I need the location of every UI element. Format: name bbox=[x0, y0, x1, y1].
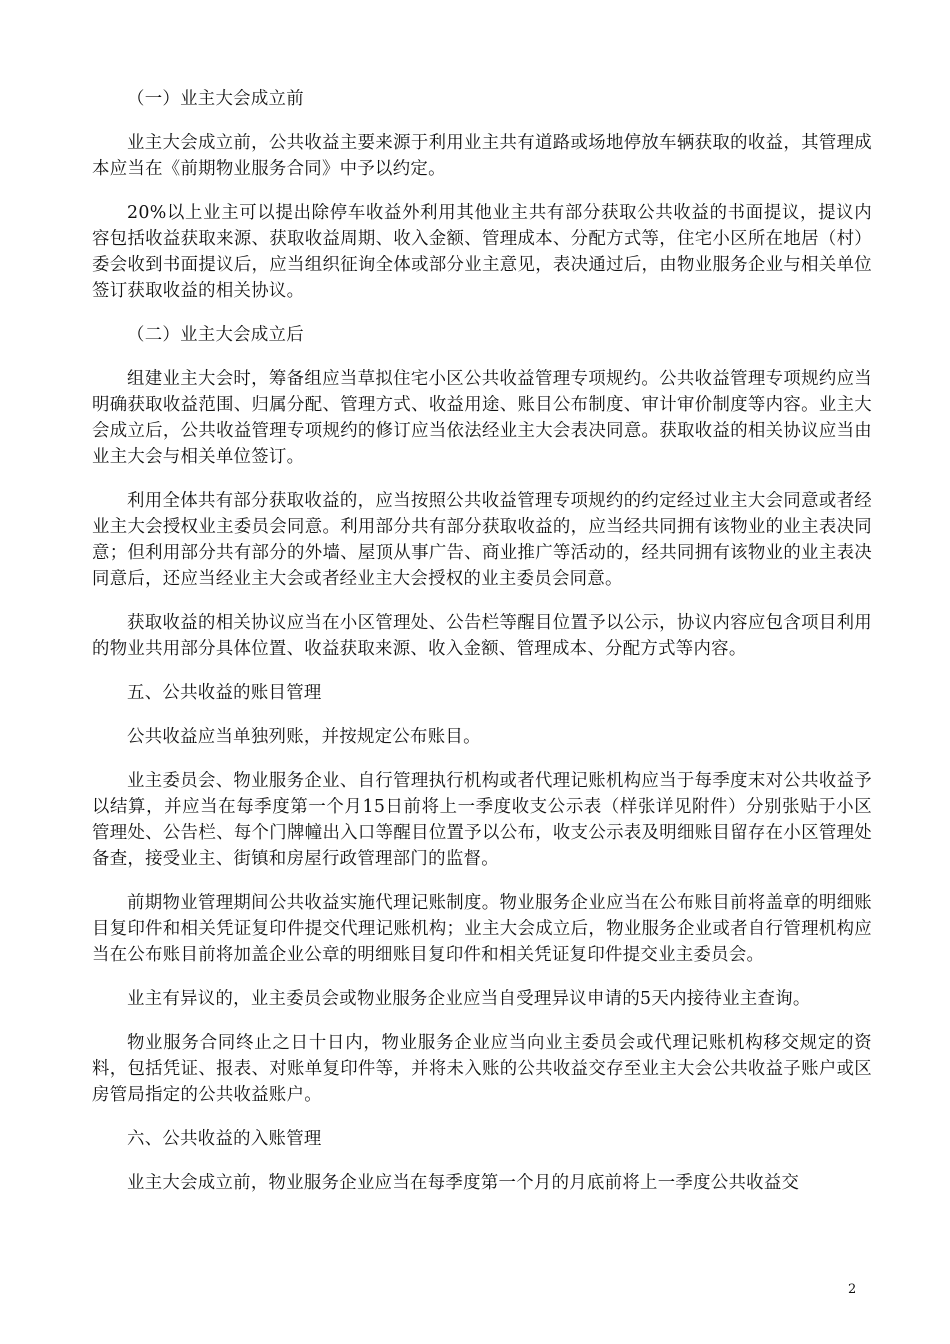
document-body bbox=[92, 86, 872, 1196]
paragraph: 业主大会成立前，物业服务企业应当在每季度第一个月的月底前将上一季度公共收益交 bbox=[127, 1173, 800, 1193]
section-heading-accounts-management: 五、公共收益的账目管理 bbox=[127, 683, 322, 703]
paragraph: 组建业主大会时，筹备组应当草拟住宅小区公共收益管理专项规约。公共收益管理专项规约应当明确获取收益范围、归属分配、管理方式、收益用途、账目公布制度、审计审价制度等内容。业主大会成立后，公共收益管理专项规约的修订应当依法经业主大会表决同意。获取收益的相关协议应当由业主大会与相关单位签订。 bbox=[92, 369, 872, 467]
section-heading-entry-management: 六、公共收益的入账管理 bbox=[127, 1129, 322, 1149]
section-heading-before-owners-assembly: （一）业主大会成立前 bbox=[127, 89, 304, 109]
paragraph: 公共收益应当单独列账，并按规定公布账目。 bbox=[127, 727, 481, 747]
paragraph: 物业服务合同终止之日十日内，物业服务企业应当向业主委员会或代理记账机构移交规定的资料，包括凭证、报表、对账单复印件等，并将未入账的公共收益交存至业主大会公共收益子账户或区房管局指定的公共收益账户。 bbox=[92, 1033, 872, 1105]
paragraph: 业主委员会、物业服务企业、自行管理执行机构或者代理记账机构应当于每季度末对公共收益予以结算，并应当在每季度第一个月15日前将上一季度收支公示表（样张详见附件）分别张贴于小区管理处、公告栏、每个门牌幢出入口等醒目位置予以公布，收支公示表及明细账目留存在小区管理处备查，接受业主、街镇和房屋行政管理部门的监督。 bbox=[92, 771, 872, 869]
paragraph: 前期物业管理期间公共收益实施代理记账制度。物业服务企业应当在公布账目前将盖章的明细账目复印件和相关凭证复印件提交代理记账机构；业主大会成立后，物业服务企业或者自行管理机构应当在公布账目前将加盖企业公章的明细账目复印件和相关凭证复印件提交业主委员会。 bbox=[92, 893, 872, 965]
paragraph: 业主大会成立前，公共收益主要来源于利用业主共有道路或场地停放车辆获取的收益，其管理成本应当在《前期物业服务合同》中予以约定。 bbox=[92, 133, 872, 179]
paragraph: 20%以上业主可以提出除停车收益外利用其他业主共有部分获取公共收益的书面提议，提议内容包括收益获取来源、获取收益周期、收入金额、管理成本、分配方式等，住宅小区所在地居（村）委会收到书面提议后，应当组织征询全体或部分业主意见，表决通过后，由物业服务企业与相关单位签订获取收益的相关协议。 bbox=[92, 203, 872, 301]
page-number: 2 bbox=[848, 1282, 857, 1297]
section-heading-after-owners-assembly: （二）业主大会成立后 bbox=[127, 325, 304, 345]
paragraph: 业主有异议的，业主委员会或物业服务企业应当自受理异议申请的5天内接待业主查询。 bbox=[127, 989, 811, 1009]
paragraph: 利用全体共有部分获取收益的，应当按照公共收益管理专项规约的约定经过业主大会同意或者经业主大会授权业主委员会同意。利用部分共有部分获取收益的，应当经共同拥有该物业的业主表决同意；但利用部分共有部分的外墙、屋顶从事广告、商业推广等活动的，经共同拥有该物业的业主表决同意后，还应当经业主大会或者经业主大会授权的业主委员会同意。 bbox=[92, 491, 872, 589]
paragraph: 获取收益的相关协议应当在小区管理处、公告栏等醒目位置予以公示，协议内容应包含项目利用的物业共用部分具体位置、收益获取来源、收入金额、管理成本、分配方式等内容。 bbox=[92, 613, 872, 659]
